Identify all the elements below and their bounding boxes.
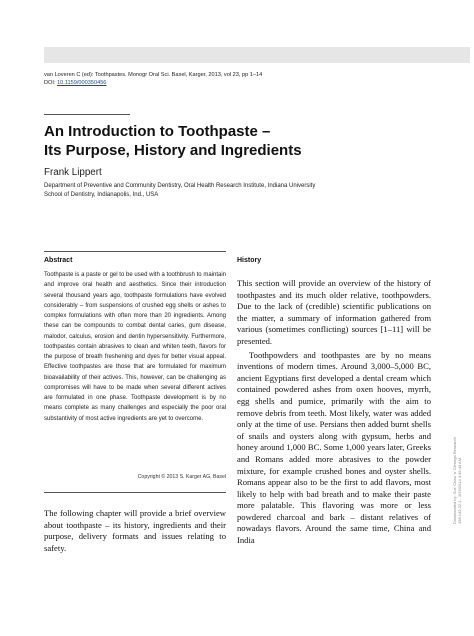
citation-block (44, 71, 444, 87)
header-bar (44, 47, 470, 63)
abstract-heading: Abstract (44, 257, 73, 264)
abstract-end-rule (44, 492, 226, 493)
abstract-text: Toothpaste is a paste or gel to be used with a toothbrush to maintain and improve oral health and aesthetics. Since their introduction several thousand years ago, toothpaste formulations have evolved considerably – from suspensions of crushed egg shells or ashes to complex formulations with often more than 20 ingredients. Among these can be compounds to combat dental caries, gum disease, malodor, calculus, erosion and dentin hypersensitivity. Furthermore, toothpastes contain abrasives to clean and whiten teeth, flavors for the purpose of breath freshening and dyes for better visual appeal. Effective toothpastes are those that are formulated for maximum bioavailability of their actives. This, however, can be challenging as compromises will have to be made when several different actives are formulated in one phase. Toothpaste development is by no means complete as many challenges and especially the poor oral substantivity of most active ingredients are yet to overcome. (44, 272, 226, 422)
page-title (44, 122, 464, 160)
affiliation-line-1: Department of Preventive and Community Dentistry, Oral Health Research Institute, Indiana University (44, 183, 316, 189)
doi-link[interactable]: 10.1159/000350456 (57, 80, 107, 86)
history-paragraph-1: This section will provide an overview of the history of toothpastes and its much older relative, toothpowders. Due to the lack of (credible) scientific publications on the matter, a summary of information gathered from various (sometimes conflicting) sources [1–11] will be presented. (237, 278, 431, 346)
history-heading: History (237, 257, 262, 264)
title-line-2: Its Purpose, History and Ingredients (44, 142, 302, 159)
title-rule (44, 114, 130, 115)
copyright-line: Copyright © 2013 S. Karger AG, Basel (137, 474, 226, 480)
citation-text: van Loveren C (ed): Toothpastes. Monogr Oral Sci. Basel, Karger, 2013, vol 23, pp 1–14 (44, 72, 263, 78)
abstract-rule (44, 251, 226, 252)
title-line-1: An Introduction to Toothpaste – (44, 123, 271, 140)
affiliation-line-2: School of Dentistry, Indianapolis, Ind., USA (44, 191, 159, 198)
history-section (237, 278, 431, 547)
doi-label: DOI: (44, 80, 58, 86)
doi-line (44, 79, 444, 87)
author-name: Frank Lippert (44, 167, 102, 178)
download-side-note: Downloaded by: Sur: Chau 'a' Ciénega Research 198.143.32.1 - 3/25/2014 4:45:44 AM (452, 437, 462, 524)
history-paragraph-2: Toothpowders and toothpastes are by no means inventions of modern times. Around 3,000–5,000 BC, ancient Egyptians first developed a dental cream which contained powdered ashes from oxen hooves, myrrh, egg shells and pumice, primarily with the aim to remove debris from teeth. Most likely, water was added only at the time of use. Persians then added burnt shells of snails and oysters along with gypsum, herbs and honey around 1,000 BC. Some 1,000 years later, Greeks and Romans added more abrasives to the powder mixture, for example crushed bones and oyster shells. Romans appear also to be the first to add flavors, most likely to help with bad breath and to make their paste more palatable. This flavoring was more or less powdered charcoal and bark – distant relatives of nowadays flavors. Around the same time, China and India (237, 349, 431, 546)
affiliation (44, 182, 424, 199)
intro-paragraph: The following chapter will provide a brief overview about toothpaste – its history, ingredients and their purpose, delivery formats and issues relating to safety. (44, 508, 226, 553)
